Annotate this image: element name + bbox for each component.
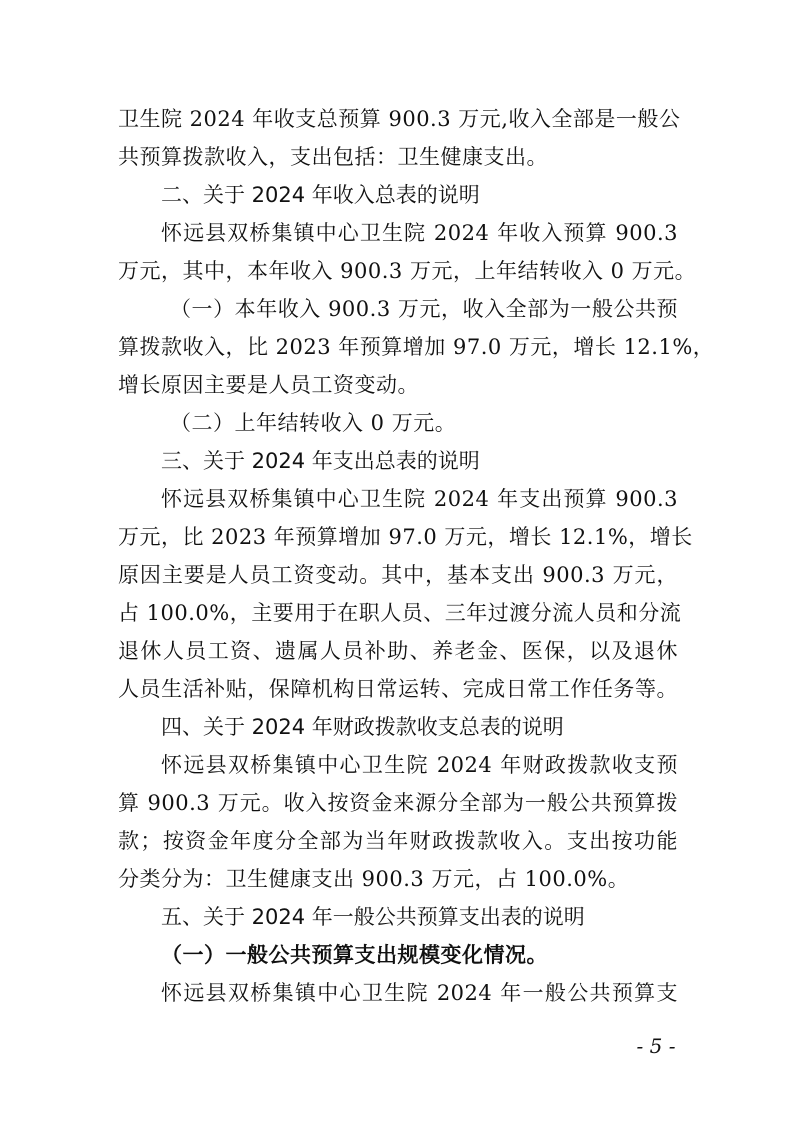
section-heading-5: 五、关于 2024 年一般公共预算支出表的说明 [161, 905, 585, 929]
section-heading-3: 三、关于 2024 年支出总表的说明 [161, 449, 480, 473]
subsection-heading: （一）一般公共预算支出规模变化情况。 [161, 942, 548, 967]
paragraph-line: 万元，其中，本年收入 900.3 万元，上年结转收入 0 万元。 [118, 259, 697, 283]
paragraph-line: 共预算拨款收入，支出包括：卫生健康支出。 [118, 145, 548, 169]
paragraph-line: 怀远县双桥集镇中心卫生院 2024 年支出预算 900.3 [161, 487, 678, 511]
paragraph-line: 占 100.0%，主要用于在职人员、三年过渡分流人员和分流 [118, 601, 682, 625]
paragraph-line: 人员生活补贴，保障机构日常运转、完成日常工作任务等。 [118, 677, 678, 701]
paragraph-line: 卫生院 2024 年收支总预算 900.3 万元,收入全部是一般公 [118, 107, 681, 131]
section-heading-4: 四、关于 2024 年财政拨款收支总表的说明 [161, 715, 564, 739]
paragraph-line: 怀远县双桥集镇中心卫生院 2024 年收入预算 900.3 [161, 221, 678, 245]
paragraph-line: 退休人员工资、遗属人员补助、养老金、医保，以及退休 [118, 639, 678, 663]
paragraph-line: 分类分为：卫生健康支出 900.3 万元，占 100.0%。 [118, 867, 630, 891]
paragraph-line: （一）本年收入 900.3 万元，收入全部为一般公共预 [170, 297, 678, 321]
paragraph-line: 增长原因主要是人员工资变动。 [118, 373, 419, 397]
paragraph-line: （二）上年结转收入 0 万元。 [170, 411, 457, 435]
section-heading-2: 二、关于 2024 年收入总表的说明 [161, 183, 480, 207]
paragraph-line: 怀远县双桥集镇中心卫生院 2024 年财政拨款收支预 [161, 753, 678, 777]
paragraph-line: 怀远县双桥集镇中心卫生院 2024 年一般公共预算支 [161, 981, 678, 1005]
paragraph-line: 款；按资金年度分全部为当年财政拨款收入。支出按功能 [118, 829, 678, 853]
paragraph-line: 算 900.3 万元。收入按资金来源分全部为一般公共预算拨 [118, 791, 678, 815]
paragraph-line: 原因主要是人员工资变动。其中，基本支出 900.3 万元， [118, 563, 678, 587]
paragraph-line: 算拨款收入，比 2023 年预算增加 97.0 万元，增长 12.1%， [118, 335, 715, 359]
page-number: - 5 - [636, 1034, 676, 1058]
paragraph-line: 万元，比 2023 年预算增加 97.0 万元，增长 12.1%，增长 [118, 525, 693, 549]
